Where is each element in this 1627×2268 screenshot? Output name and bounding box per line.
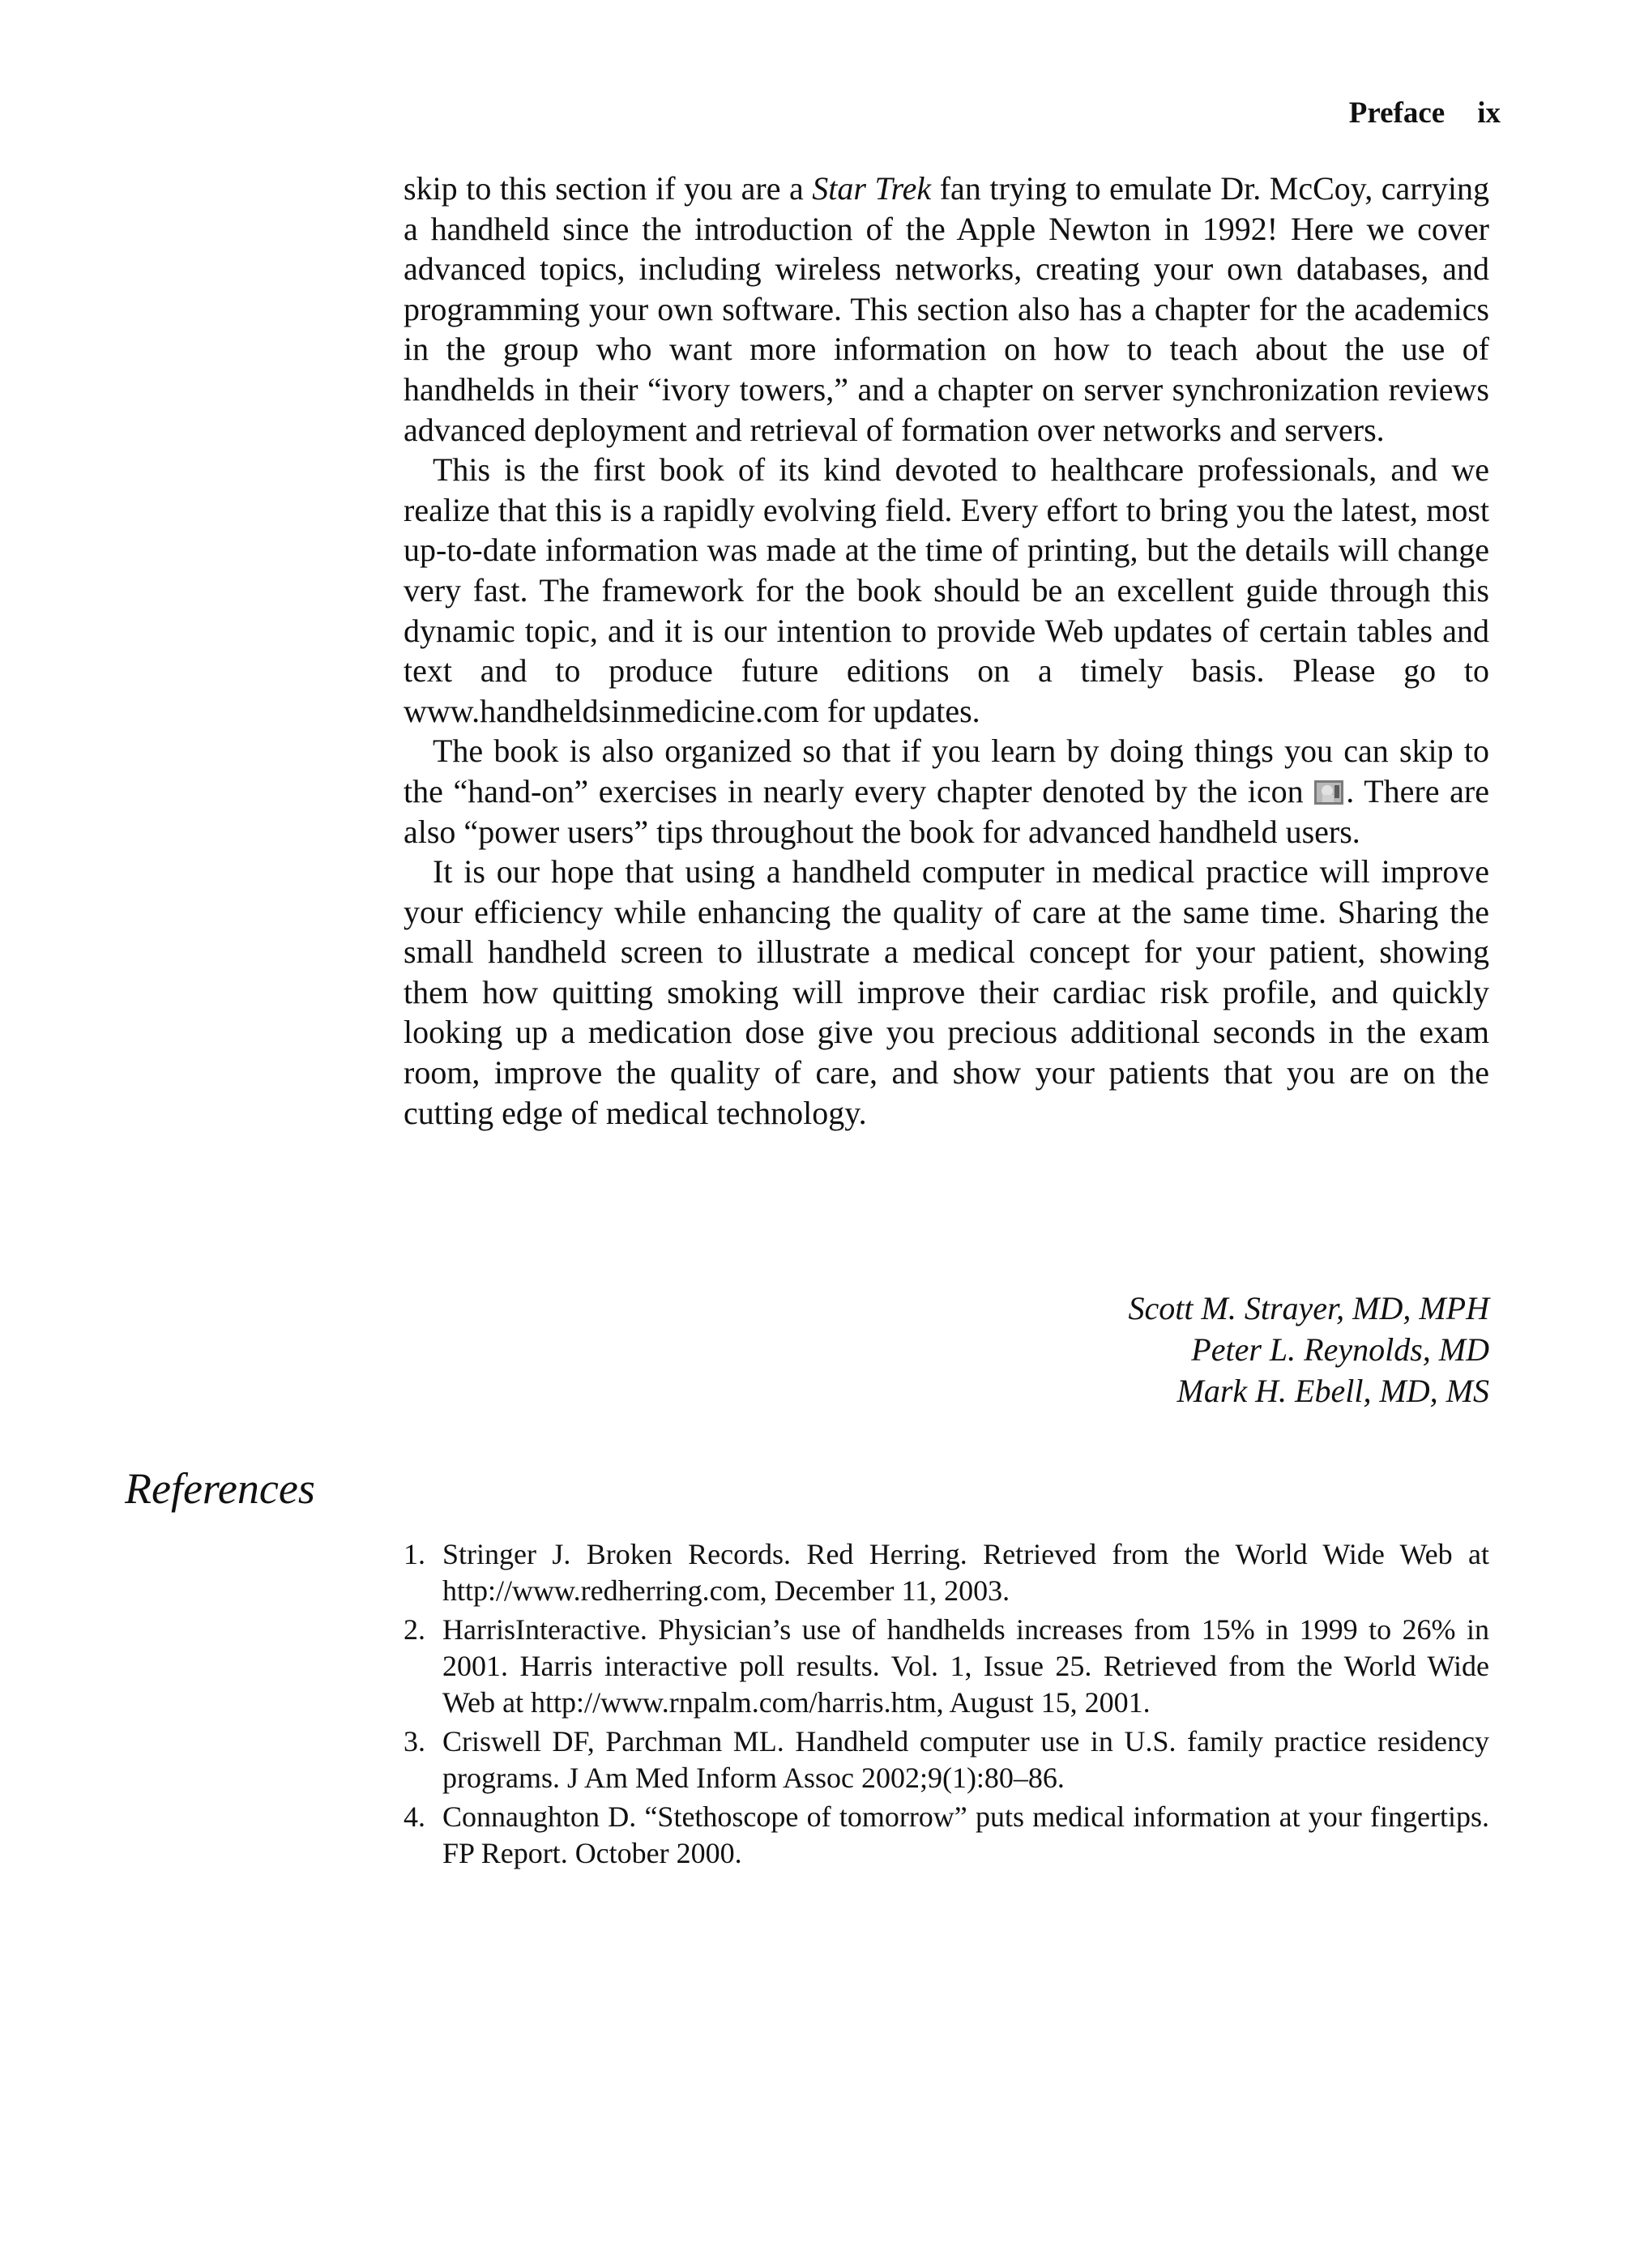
reference-number: 2. <box>404 1613 425 1646</box>
paragraph-1-start: skip to this section if you are a <box>404 170 813 207</box>
author-signature: Scott M. Strayer, MD, MPH <box>1128 1290 1489 1326</box>
reference-item <box>404 1536 1489 1609</box>
paragraph-3 <box>404 731 1489 852</box>
reference-text: HarrisInteractive. Physician’s use of handhelds increases from 15% in 1999 to 26% in 2001. Harris interactive poll results. Vol. 1, Issue 25. Retrieved from the World Wide Web at http://www.rnpalm.com/harris.htm, August 15, 2001. <box>442 1613 1489 1719</box>
reference-text: Criswell DF, Parchman ML. Handheld computer use in U.S. family practice residency programs. J Am Med Inform Assoc 2002;9(1):80–86. <box>442 1725 1489 1794</box>
reference-text: Stringer J. Broken Records. Red Herring. Retrieved from the World Wide Web at http://www.redherring.com, December 11, 2003. <box>442 1538 1489 1607</box>
reference-number: 1. <box>404 1538 425 1570</box>
reference-text: Connaughton D. “Stethoscope of tomorrow” puts medical information at your fingertips. FP Report. October 2000. <box>442 1800 1489 1869</box>
reference-item <box>404 1723 1489 1796</box>
references-heading: References <box>125 1464 315 1513</box>
reference-number: 3. <box>404 1725 425 1758</box>
hands-on-icon <box>1313 779 1344 806</box>
reference-item <box>404 1612 1489 1721</box>
paragraph-3-end: . There are also “power users” tips throughout the book for advanced handheld users. <box>404 772 1489 850</box>
references-list <box>404 1536 1489 1874</box>
running-head-section: Preface <box>1348 96 1446 130</box>
reference-item <box>404 1799 1489 1872</box>
paragraph-1-end: fan trying to emulate Dr. McCoy, carrying a handheld since the introduction of the Apple Newton in 1992! Here we cover advanced topics, including wireless networks, creating your own databases, and programming your own software. This section also has a chapter for the academics in the group who want more information on how to teach about the use of handhelds in their “ivory towers,” and a chapter on server synchronization reviews advanced deployment and retrieval of formation over networks and servers. <box>404 170 1489 448</box>
book-title-star-trek: Star Trek <box>812 170 932 207</box>
body-text <box>404 169 1489 1133</box>
page-number: ix <box>1477 96 1501 130</box>
author-signatures <box>1129 1288 1489 1412</box>
paragraph-2: This is the first book of its kind devoted to healthcare professionals, and we realize that this is a rapidly evolving field. Every effort to bring you the latest, most up-to-date information was made at the time of printing, but the details will change very fast. The framework for the book should be an excellent guide through this dynamic topic, and it is our intention to provide Web updates of certain tables and text and to produce future editions on a timely basis. Please go to www.handheldsinmedicine.com for updates. <box>404 451 1489 729</box>
paragraph-4: It is our hope that using a handheld computer in medical practice will improve your efficiency while enhancing the quality of care at the same time. Sharing the small handheld screen to illustrate a medical concept for your patient, showing them how quitting smoking will improve their cardiac risk profile, and quickly looking up a medication dose give you precious additional seconds in the exam room, improve the quality of care, and show your patients that you are on the cutting edge of medical technology. <box>404 853 1489 1131</box>
reference-number: 4. <box>404 1800 425 1833</box>
paragraph-1 <box>404 169 1489 450</box>
running-head <box>1349 96 1501 130</box>
paragraph-3-start: The book is also organized so that if you learn by doing things you can skip to the “hand-on” exercises in nearly every chapter denoted by the icon <box>404 733 1489 809</box>
author-signature: Mark H. Ebell, MD, MS <box>1176 1373 1489 1409</box>
author-signature: Peter L. Reynolds, MD <box>1191 1331 1489 1368</box>
